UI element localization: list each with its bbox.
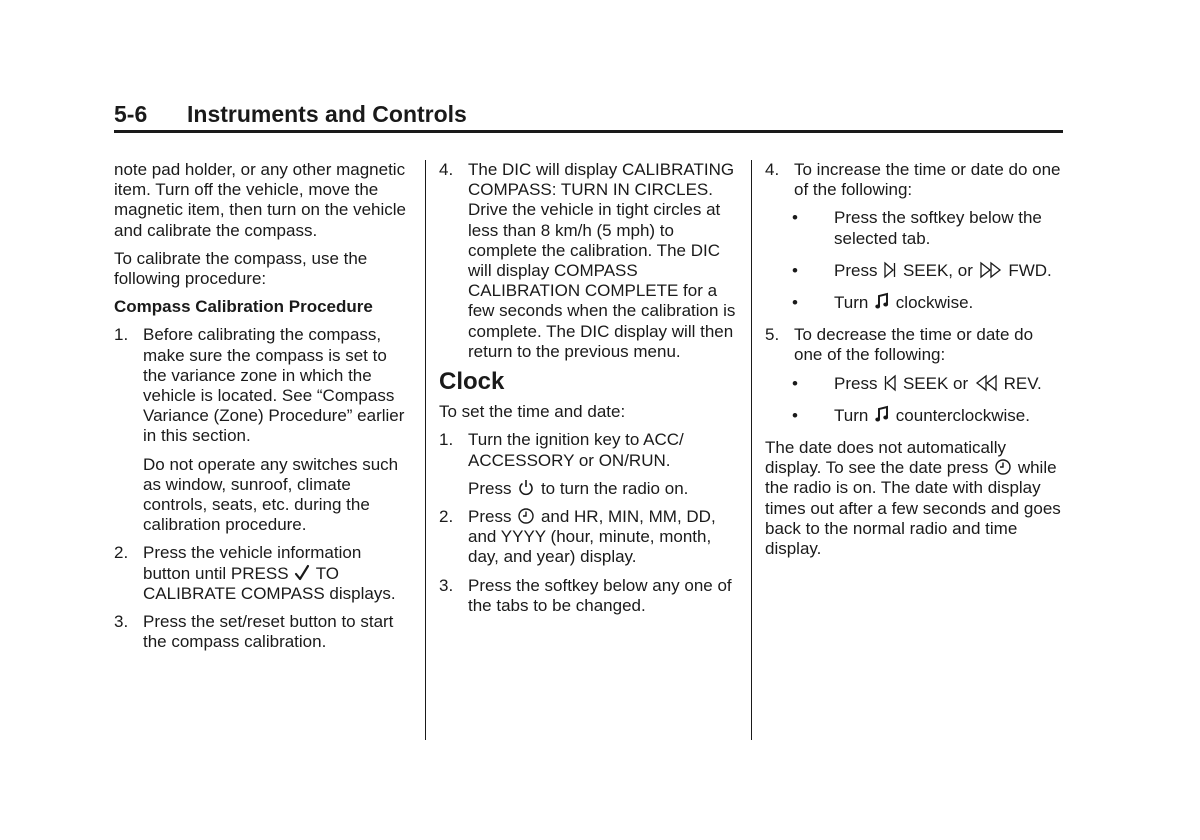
step-number: 4. [765, 160, 780, 179]
clock-heading: Clock [439, 368, 505, 396]
step-text: To increase the time or date do one of the following: [794, 160, 1061, 200]
tune-music-icon [875, 406, 889, 423]
fast-forward-icon [980, 262, 1002, 278]
bullet-text: SEEK, or [902, 260, 973, 280]
bullet-text: FWD. [1008, 260, 1052, 280]
list-item [114, 612, 410, 652]
paragraph-date-display [765, 438, 1065, 559]
list-item [439, 507, 739, 568]
column-divider-2 [751, 160, 752, 740]
bullet-mark: • [792, 293, 798, 313]
list-item [439, 430, 739, 499]
seek-down-icon [884, 375, 896, 391]
bullet-mark: • [792, 208, 798, 228]
list-item [765, 160, 1065, 200]
step-number: 3. [439, 575, 454, 595]
step-note: Do not operate any switches such as window, sunroof, climate controls, seats, etc. during the calibration procedure. [143, 454, 399, 535]
bullet-text: Turn [834, 405, 869, 425]
step-text-part: Press the vehicle information button until PRESS [143, 543, 362, 583]
step-text-part: and HR, MIN, MM, DD, and YYYY (hour, minute, month, day, and year) display. [468, 507, 716, 567]
bullet-text: SEEK or [902, 373, 969, 393]
bullet-text: Press [834, 373, 878, 393]
step-number: 4. [439, 160, 454, 179]
list-item [114, 325, 410, 535]
paragraph-calibrate-intro: To calibrate the compass, use the following procedure: [114, 248, 368, 289]
column-1 [114, 160, 410, 660]
step-text: Press the softkey below any one of the tabs to be changed. [468, 575, 732, 615]
bullet-text: clockwise. [895, 293, 974, 313]
section-title: Instruments and Controls [187, 101, 467, 127]
step-text: To decrease the time or date do one of the following: [794, 325, 1034, 365]
clock-icon [518, 508, 534, 524]
step-number: 2. [439, 507, 454, 527]
step-text: Before calibrating the compass, make sure the compass is set to the variance zone in which the vehicle is located. See “Compass Variance (Zone) Procedure” earlier in this section. [143, 325, 405, 446]
tune-music-icon [875, 293, 889, 310]
paragraph-magnetic-item: note pad holder, or any other magnetic item. Turn off the vehicle, move the magnetic item, then turn on the vehicle and calibrate the compass. [114, 160, 406, 240]
step-number: 3. [114, 612, 129, 632]
bullet-text: counterclockwise. [895, 405, 1030, 425]
page-header [114, 100, 1063, 133]
list-item [439, 576, 739, 616]
column-divider-1 [425, 160, 426, 740]
step-text: Press the set/reset button to start the compass calibration. [143, 612, 394, 652]
bullet-text: Press the softkey below the selected tab. [834, 208, 1042, 248]
step-number: 1. [114, 325, 129, 345]
list-item [765, 325, 1065, 365]
page-number: 5-6 [114, 101, 148, 127]
bullet-mark: • [792, 260, 798, 280]
column-2 [439, 160, 739, 624]
step-number: 2. [114, 543, 129, 563]
step-number: 1. [439, 430, 454, 450]
bullet-item [765, 374, 1065, 394]
clock-intro: To set the time and date: [439, 402, 626, 422]
step-text: The DIC will display CALIBRATING COMPASS: TURN IN CIRCLES. Drive the vehicle in tight circles at less than 8 km/h (5 mph) to complete the calibration. The DIC will display COMPASS CALIBRATION COMPLETE for a few seconds when the calibration is complete. The DIC display will then return to the previous menu. [468, 160, 736, 361]
bullet-text: REV. [1003, 373, 1042, 393]
rewind-icon [975, 375, 997, 391]
bullet-mark: • [792, 373, 798, 393]
seek-up-icon [884, 262, 896, 278]
bullet-item [765, 293, 1065, 313]
step-text [143, 543, 410, 604]
bullet-item [765, 261, 1065, 281]
bullet-text: Press [834, 260, 878, 280]
bullet-text: Turn [834, 293, 869, 313]
power-icon [518, 479, 534, 496]
step-number: 5. [765, 325, 780, 345]
list-item [439, 160, 739, 362]
step-text-part: Press [468, 507, 512, 527]
column-3 [765, 160, 1065, 567]
list-item [114, 543, 410, 604]
bullet-mark: • [792, 405, 798, 425]
bullet-item [765, 406, 1065, 426]
step-text: Turn the ignition key to ACC/ ACCESSORY or ON/RUN. [468, 430, 684, 470]
step-text [468, 507, 739, 568]
step-text-part: to turn the radio on. [540, 478, 689, 498]
checkmark-icon [295, 565, 309, 581]
step-text-part: TO CALIBRATE COMPASS displays. [143, 563, 396, 603]
step-text-part: Press [468, 478, 512, 498]
clock-icon [995, 459, 1011, 475]
step-text [468, 479, 739, 499]
bullet-item [765, 208, 1065, 248]
paragraph-part: The date does not automatically display. To see the date press [765, 438, 1006, 478]
procedure-heading: Compass Calibration Procedure [114, 297, 373, 317]
paragraph-part: while the radio is on. The date with display times out after a few seconds and goes back to the normal radio and time display. [765, 458, 1061, 559]
